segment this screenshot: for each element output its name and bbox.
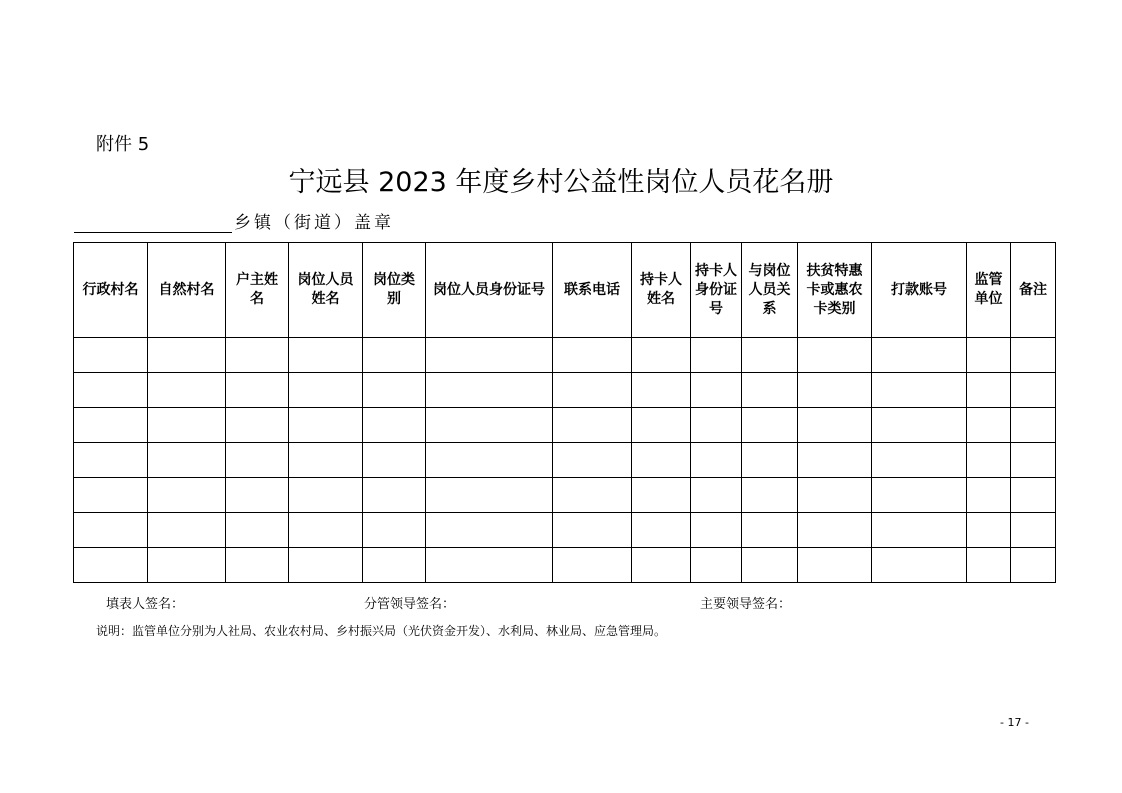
table-cell[interactable]	[148, 408, 226, 443]
table-cell[interactable]	[148, 513, 226, 548]
table-cell[interactable]	[226, 408, 289, 443]
col-header: 与岗位人员关系	[742, 243, 798, 338]
table-cell[interactable]	[967, 478, 1011, 513]
table-cell[interactable]	[742, 443, 798, 478]
table-cell[interactable]	[872, 478, 967, 513]
col-header: 联系电话	[553, 243, 632, 338]
stamp-label: 乡镇（街道）盖章	[234, 213, 394, 233]
page-number: - 17 -	[1000, 716, 1029, 729]
table-cell[interactable]	[967, 513, 1011, 548]
col-header: 户主姓名	[226, 243, 289, 338]
table-cell[interactable]	[226, 373, 289, 408]
table-cell[interactable]	[1011, 408, 1056, 443]
table-cell[interactable]	[632, 338, 691, 373]
table-cell[interactable]	[426, 513, 553, 548]
table-cell[interactable]	[798, 513, 872, 548]
col-header: 持卡人姓名	[632, 243, 691, 338]
leader-signature-label: 主要领导签名：	[700, 597, 792, 612]
table-cell[interactable]	[967, 373, 1011, 408]
table-cell[interactable]	[148, 338, 226, 373]
table-cell[interactable]	[872, 338, 967, 373]
table-cell[interactable]	[289, 408, 363, 443]
table-cell[interactable]	[632, 548, 691, 583]
table-cell[interactable]	[426, 408, 553, 443]
table-cell[interactable]	[226, 443, 289, 478]
col-header: 岗位人员身份证号	[426, 243, 553, 338]
table-cell[interactable]	[74, 548, 148, 583]
col-header: 监管单位	[967, 243, 1011, 338]
table-cell[interactable]	[226, 548, 289, 583]
table-cell[interactable]	[632, 513, 691, 548]
supervisor-signature-label: 分管领导签名：	[364, 597, 456, 612]
table-cell[interactable]	[798, 338, 872, 373]
col-header: 岗位人员姓名	[289, 243, 363, 338]
table-cell[interactable]	[872, 408, 967, 443]
table-cell[interactable]	[363, 548, 426, 583]
table-cell[interactable]	[226, 338, 289, 373]
table-row	[74, 478, 1056, 513]
table-cell[interactable]	[632, 373, 691, 408]
table-cell[interactable]	[1011, 373, 1056, 408]
table-cell[interactable]	[426, 338, 553, 373]
table-cell[interactable]	[742, 478, 798, 513]
table-cell[interactable]	[148, 478, 226, 513]
table-cell[interactable]	[289, 373, 363, 408]
table-cell[interactable]	[691, 443, 742, 478]
table-cell[interactable]	[742, 513, 798, 548]
table-cell[interactable]	[289, 338, 363, 373]
col-header: 持卡人身份证号	[691, 243, 742, 338]
table-cell[interactable]	[1011, 548, 1056, 583]
stamp-blank-line	[74, 210, 232, 233]
table-cell[interactable]	[691, 408, 742, 443]
filler-signature-label: 填表人签名：	[106, 597, 185, 612]
table-cell[interactable]	[226, 478, 289, 513]
table-cell[interactable]	[289, 513, 363, 548]
table-cell[interactable]	[148, 443, 226, 478]
table-cell[interactable]	[691, 513, 742, 548]
table-cell[interactable]	[1011, 513, 1056, 548]
table-cell[interactable]	[553, 513, 632, 548]
table-cell[interactable]	[289, 443, 363, 478]
table-cell[interactable]	[363, 513, 426, 548]
table-cell[interactable]	[426, 373, 553, 408]
table-cell[interactable]	[553, 548, 632, 583]
table-cell[interactable]	[742, 548, 798, 583]
table-cell[interactable]	[872, 373, 967, 408]
table-cell[interactable]	[742, 373, 798, 408]
table-row	[74, 548, 1056, 583]
table-cell[interactable]	[226, 513, 289, 548]
attachment-label: 附件 5	[96, 134, 150, 155]
table-cell[interactable]	[289, 548, 363, 583]
table-cell[interactable]	[553, 338, 632, 373]
table-cell[interactable]	[632, 478, 691, 513]
table-cell[interactable]	[148, 373, 226, 408]
table-cell[interactable]	[148, 548, 226, 583]
table-row	[74, 338, 1056, 373]
table-cell[interactable]	[426, 478, 553, 513]
table-row	[74, 513, 1056, 548]
table-cell[interactable]	[967, 548, 1011, 583]
table-cell[interactable]	[363, 443, 426, 478]
document-title: 宁远县 2023 年度乡村公益性岗位人员花名册	[288, 167, 834, 198]
table-cell[interactable]	[967, 338, 1011, 373]
table-cell[interactable]	[74, 373, 148, 408]
table-cell[interactable]	[798, 443, 872, 478]
table-cell[interactable]	[742, 338, 798, 373]
table-cell[interactable]	[553, 408, 632, 443]
table-cell[interactable]	[691, 478, 742, 513]
table-cell[interactable]	[872, 513, 967, 548]
table-cell[interactable]	[691, 373, 742, 408]
table-cell[interactable]	[742, 408, 798, 443]
table-cell[interactable]	[289, 478, 363, 513]
roster-body	[74, 338, 1056, 583]
table-cell[interactable]	[798, 548, 872, 583]
table-cell[interactable]	[74, 443, 148, 478]
table-cell[interactable]	[872, 443, 967, 478]
col-header: 自然村名	[148, 243, 226, 338]
table-cell[interactable]	[872, 548, 967, 583]
table-cell[interactable]	[798, 373, 872, 408]
table-cell[interactable]	[74, 478, 148, 513]
table-cell[interactable]	[74, 338, 148, 373]
table-cell[interactable]	[74, 408, 148, 443]
stamp-line	[74, 208, 394, 233]
table-cell[interactable]	[691, 338, 742, 373]
table-cell[interactable]	[1011, 443, 1056, 478]
col-header: 打款账号	[872, 243, 967, 338]
table-cell[interactable]	[363, 408, 426, 443]
table-header-row	[74, 243, 1056, 338]
roster-table	[73, 242, 1056, 583]
table-cell[interactable]	[553, 478, 632, 513]
explanation-note: 说明：监管单位分别为人社局、农业农村局、乡村振兴局（光伏资金开发）、水利局、林业局、应急管理局。	[96, 624, 667, 638]
col-header: 扶贫特惠卡或惠农卡类别	[798, 243, 872, 338]
col-header: 行政村名	[74, 243, 148, 338]
table-cell[interactable]	[426, 548, 553, 583]
table-row	[74, 408, 1056, 443]
table-cell[interactable]	[363, 338, 426, 373]
table-cell[interactable]	[426, 443, 553, 478]
table-cell[interactable]	[363, 478, 426, 513]
table-cell[interactable]	[553, 443, 632, 478]
table-cell[interactable]	[632, 443, 691, 478]
table-row	[74, 443, 1056, 478]
table-cell[interactable]	[632, 408, 691, 443]
table-row	[74, 373, 1056, 408]
table-cell[interactable]	[967, 443, 1011, 478]
table-cell[interactable]	[1011, 338, 1056, 373]
col-header: 岗位类别	[363, 243, 426, 338]
table-cell[interactable]	[363, 373, 426, 408]
table-cell[interactable]	[967, 408, 1011, 443]
table-cell[interactable]	[74, 513, 148, 548]
table-cell[interactable]	[798, 408, 872, 443]
col-header: 备注	[1011, 243, 1056, 338]
table-cell[interactable]	[553, 373, 632, 408]
table-cell[interactable]	[691, 548, 742, 583]
table-cell[interactable]	[798, 478, 872, 513]
table-cell[interactable]	[1011, 478, 1056, 513]
